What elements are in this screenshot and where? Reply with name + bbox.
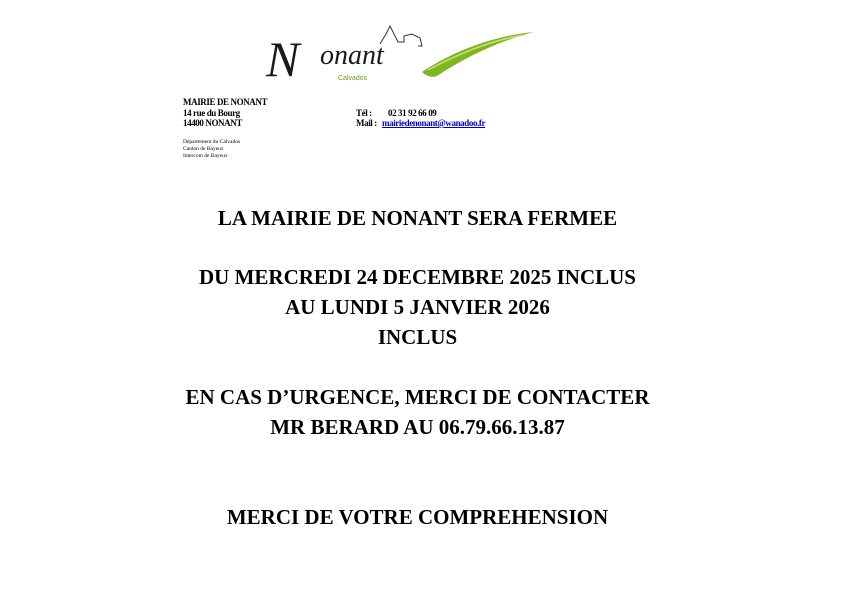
closure-end: AU LUNDI 5 JANVIER 2026 [285,295,550,319]
dept-line: Département du Calvados [183,139,241,145]
tel-value: 02 31 92 66 09 [388,108,437,118]
mairie-city: 14400 NONANT [183,118,242,128]
intercom-line: Intercom de Bayeux [183,153,228,159]
mairie-name: MAIRIE DE NONANT [183,97,268,107]
mairie-street: 14 rue du Bourg [183,108,240,118]
mail-link[interactable]: mairiedenonant@wanadoo.fr [382,118,486,128]
nonant-logo [262,22,542,88]
church-outline [380,26,422,46]
closure-start: DU MERCREDI 24 DECEMBRE 2025 INCLUS [199,265,636,289]
canton-line: Canton de Bayeux [183,146,224,152]
mail-label: Mail : [356,118,377,128]
closure-inclus: INCLUS [377,325,458,349]
closure-headline: LA MAIRIE DE NONANT SERA FERMEE [217,206,618,230]
leaf-swoosh [422,32,534,77]
emergency-line: EN CAS D’URGENCE, MERCI DE CONTACTER [185,385,650,409]
thanks-line: MERCI DE VOTRE COMPREHENSION [226,505,609,529]
tel-label: Tél : [356,108,372,118]
logo-wordmark: onant [320,40,384,71]
logo-initial: N [266,31,300,87]
emergency-contact: MR BERARD AU 06.79.66.13.87 [270,415,565,439]
logo-graphic [262,22,542,88]
logo-subtitle: Calvados [338,75,368,82]
